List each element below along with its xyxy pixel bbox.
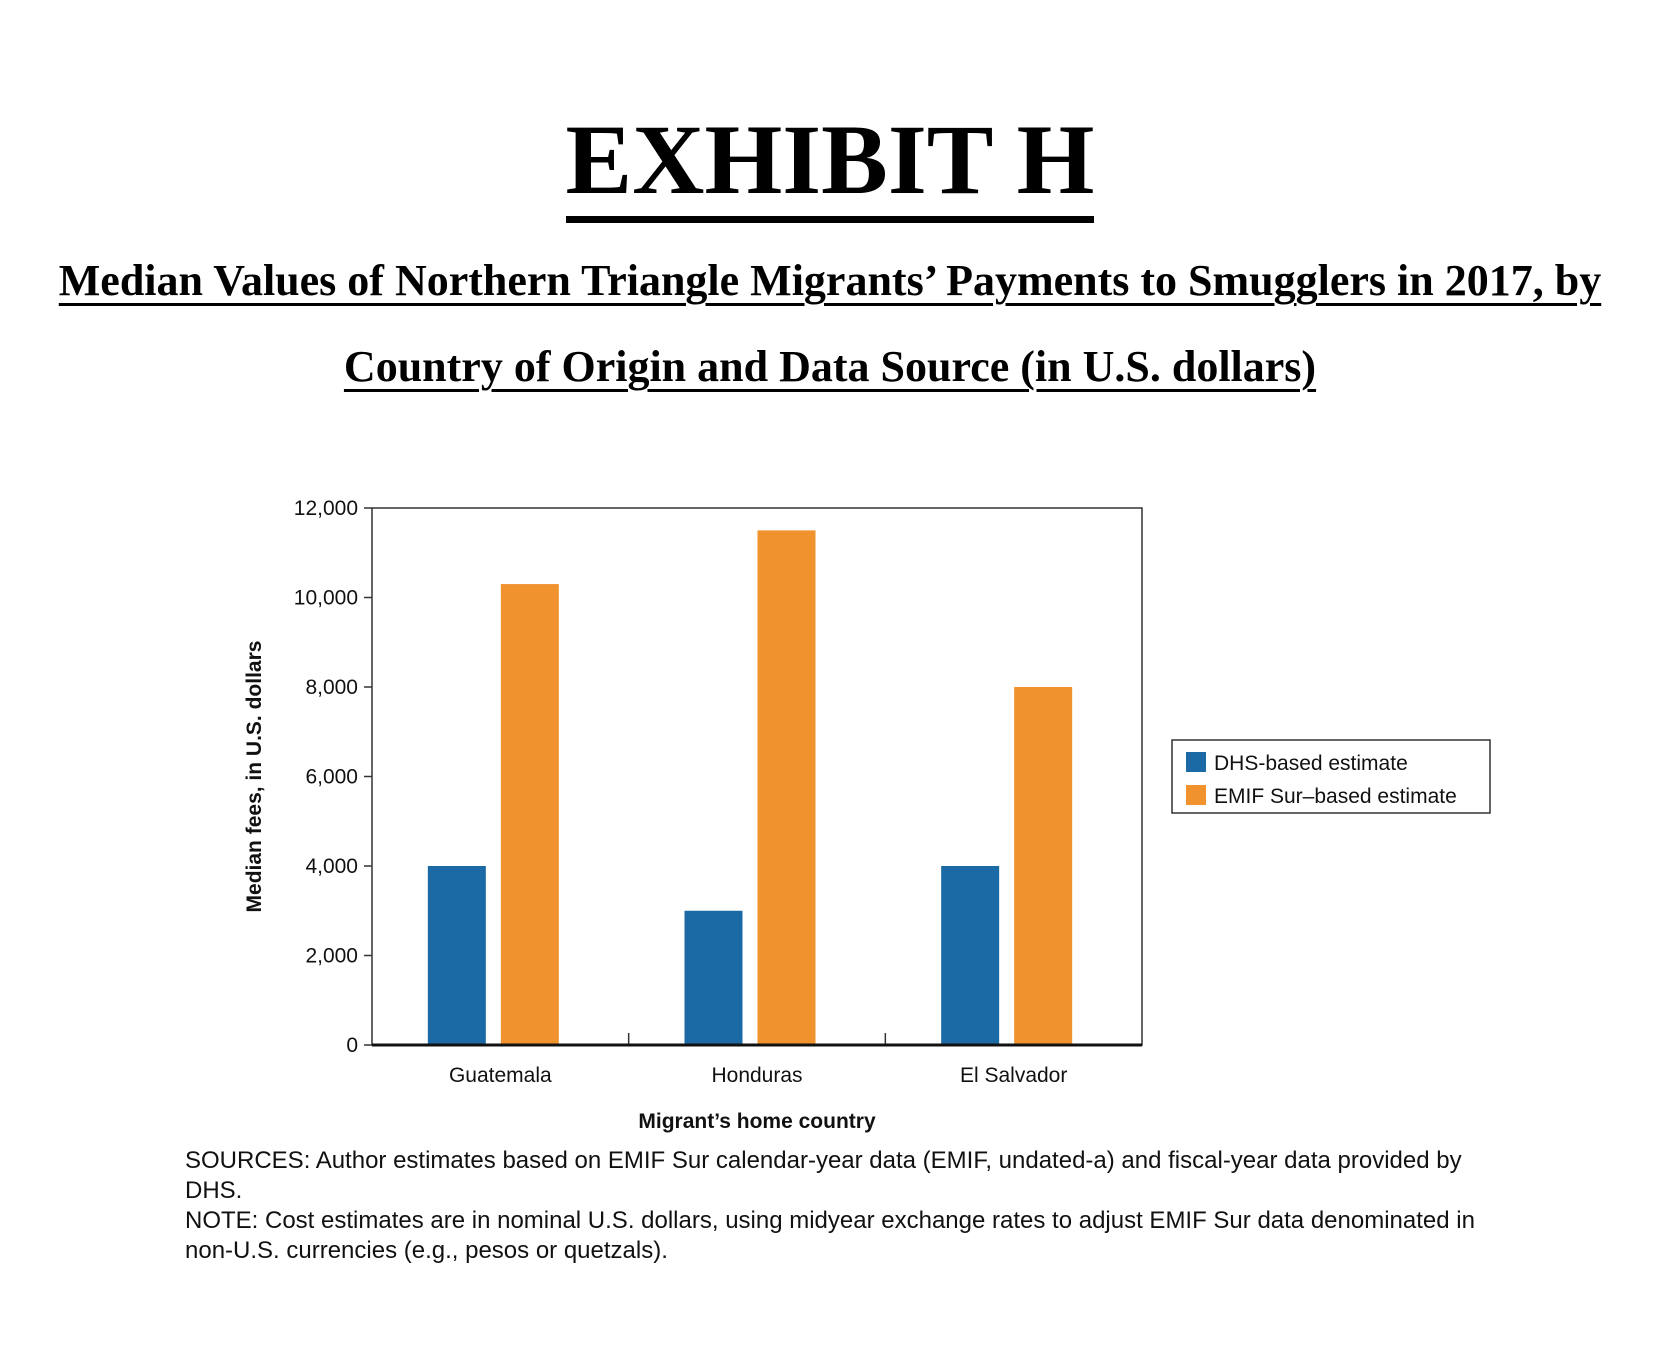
x-axis-label: Migrant’s home country (638, 1110, 876, 1133)
bar-emif (758, 530, 816, 1045)
bar-dhs (428, 866, 486, 1045)
bar-emif (1014, 687, 1072, 1045)
exhibit-label: EXHIBIT H (0, 100, 1660, 223)
chart-title: Median Values of Northern Triangle Migrants’ Payments to Smugglers in 2017, by Country of Origin and Data Source (in U.S. dollars) (58, 256, 1602, 391)
bar-emif (501, 584, 559, 1045)
chart-notes (185, 1146, 1485, 1266)
x-tick-label: Guatemala (448, 1064, 552, 1087)
legend-label: EMIF Sur–based estimate (1214, 785, 1457, 808)
y-axis-label: Median fees, in U.S. dollars (243, 640, 266, 913)
y-tick-label: 8,000 (305, 676, 358, 699)
y-tick-label: 6,000 (305, 765, 358, 789)
legend-label: DHS-based estimate (1214, 752, 1408, 775)
y-tick-label: 4,000 (305, 855, 358, 878)
y-tick-label: 12,000 (293, 497, 358, 520)
y-tick-label: 10,000 (293, 586, 358, 610)
y-tick-label: 0 (346, 1034, 358, 1057)
x-tick-label: El Salvador (959, 1064, 1068, 1087)
y-tick-label: 2,000 (305, 944, 358, 968)
sources-note: SOURCES: Author estimates based on EMIF Sur calendar-year data (EMIF, undated-a) and fiscal-year data provided by DHS. (185, 1147, 1462, 1204)
bar-dhs (941, 866, 999, 1045)
legend-swatch (1186, 785, 1206, 805)
cost-note: NOTE: Cost estimates are in nominal U.S. dollars, using midyear exchange rates to adjust EMIF Sur data denominated in non-U.S. currencies (e.g., pesos or quetzals). (185, 1207, 1475, 1264)
legend-swatch (1186, 752, 1206, 772)
x-tick-label: Honduras (711, 1064, 803, 1087)
bar-dhs (685, 911, 743, 1045)
